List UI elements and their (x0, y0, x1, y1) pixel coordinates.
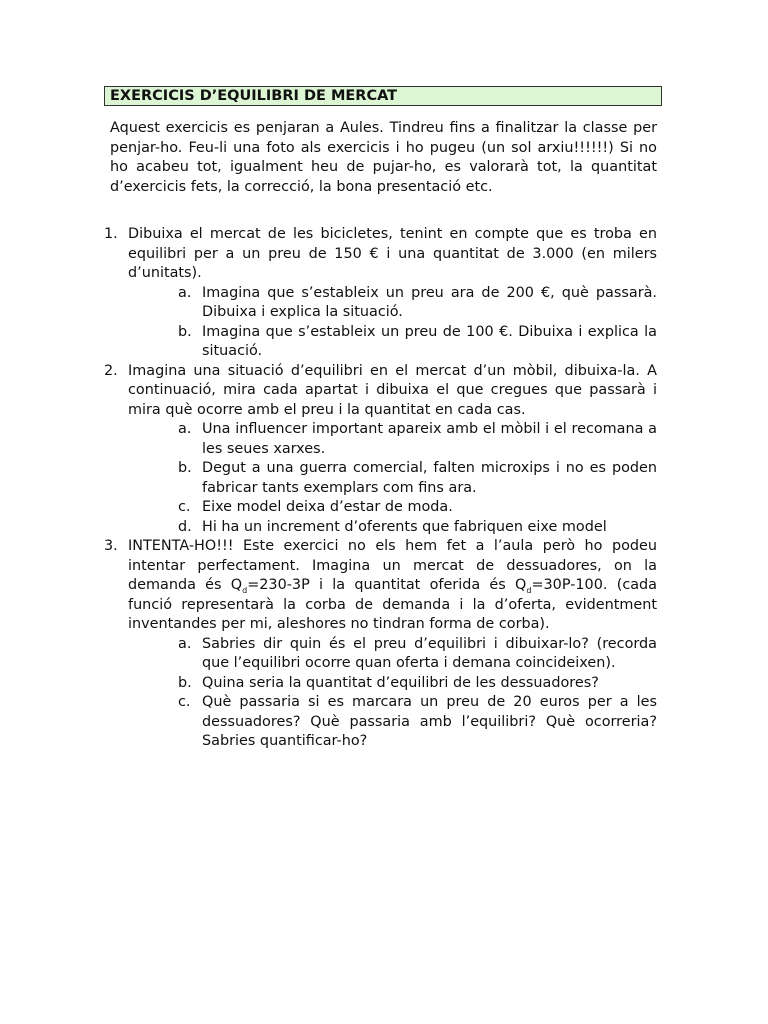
subitem (178, 284, 657, 323)
exercise-2-subitems (178, 420, 657, 537)
subitem-letter: b. (178, 674, 192, 691)
subitem-text: Degut a una guerra comercial, falten microxips i no es poden fabricar tants exemplars com fins ara. (202, 460, 657, 496)
exercise-number: 2. (104, 362, 118, 379)
exercise-1 (104, 225, 657, 284)
subitem (178, 635, 657, 674)
subitem-letter: b. (178, 323, 192, 340)
exercise-text-part: INTENTA-HO!!! Este exercici no els hem fet a l’aula però ho podeu intentar perfectament. Imagina un mercat de dessuadores, on la demanda és Q (128, 538, 657, 593)
subitem-text: Què passaria si es marcara un preu de 20 euros per a les dessuadores? Què passaria amb l’equilibri? Què ocorreria? Sabries quantificar-ho? (202, 694, 657, 749)
exercise-3-subitems (178, 635, 657, 752)
exercise-number: 3. (104, 538, 118, 554)
subitem-letter: c. (178, 694, 191, 710)
subitem (178, 518, 657, 538)
subitem (178, 459, 657, 498)
subitem-text: Eixe model deixa d’estar de moda. (202, 499, 453, 515)
subitem-letter: b. (178, 460, 192, 476)
exercise-list (104, 225, 657, 752)
subitem (178, 498, 657, 518)
subitem (178, 420, 657, 459)
subitem-letter: a. (178, 421, 192, 437)
subitem-text: Sabries dir quin és el preu d’equilibri i dibuixar-lo? (recorda que l’equilibri ocorre quan oferta i demana coincideixen). (202, 635, 657, 671)
subscript: d (526, 585, 532, 595)
exercise-3 (104, 537, 657, 635)
intro-paragraph: Aquest exercicis es penjaran a Aules. Tindreu fins a finalitzar la classe per penjar-ho. Feu-li una foto als exercicis i ho pugeu (un sol arxiu!!!!!!) Si no ho acabeu tot, igualment heu de pujar-ho, es valorarà tot, la quantitat d’exercicis fets, la correcció, la bona presentació etc. (110, 120, 657, 195)
subitem-letter: a. (178, 284, 192, 301)
exercise-text-part: =230-3P i la quantitat oferida és Q (247, 577, 527, 593)
subitem-letter: a. (178, 635, 192, 652)
exercise-text-part: =30P-100. (cada funció representarà la corba de demanda i la d’oferta, evidentment inventandes per mi, aleshores no tindran forma de corba). (128, 577, 657, 632)
subitem-letter: c. (178, 499, 191, 515)
subitem (178, 693, 657, 752)
subitem-text: Hi ha un increment d’oferents que fabriquen eixe model (202, 518, 607, 535)
subitem-text: Quina seria la quantitat d’equilibri de les dessuadores? (202, 674, 599, 691)
subitem (178, 674, 657, 694)
subitem-text: Una influencer important apareix amb el mòbil i el recomana a les seues xarxes. (202, 421, 657, 457)
exercise-text: Dibuixa el mercat de les bicicletes, tenint en compte que es troba en equilibri per a un preu de 150 € i una quantitat de 3.000 (en milers d’unitats). (128, 226, 657, 281)
subscript: d (242, 585, 248, 595)
subitem-letter: d. (178, 518, 192, 535)
subitem-text: Imagina que s’estableix un preu ara de 200 €, què passarà. Dibuixa i explica la situació. (202, 284, 657, 320)
exercise-1-subitems (178, 284, 657, 362)
exercise-number: 1. (104, 226, 118, 242)
subitem-text: Imagina que s’estableix un preu de 100 €. Dibuixa i explica la situació. (202, 323, 657, 359)
exercise-text: Imagina una situació d’equilibri en el mercat d’un mòbil, dibuixa-la. A continuació, mira cada apartat i dibuixa el que cregues que passarà i mira què ocorre amb el preu i la quantitat en cada cas. (128, 362, 657, 418)
subitem (178, 323, 657, 362)
page-title: EXERCICIS D’EQUILIBRI DE MERCAT (104, 86, 662, 106)
exercise-2 (104, 362, 657, 421)
